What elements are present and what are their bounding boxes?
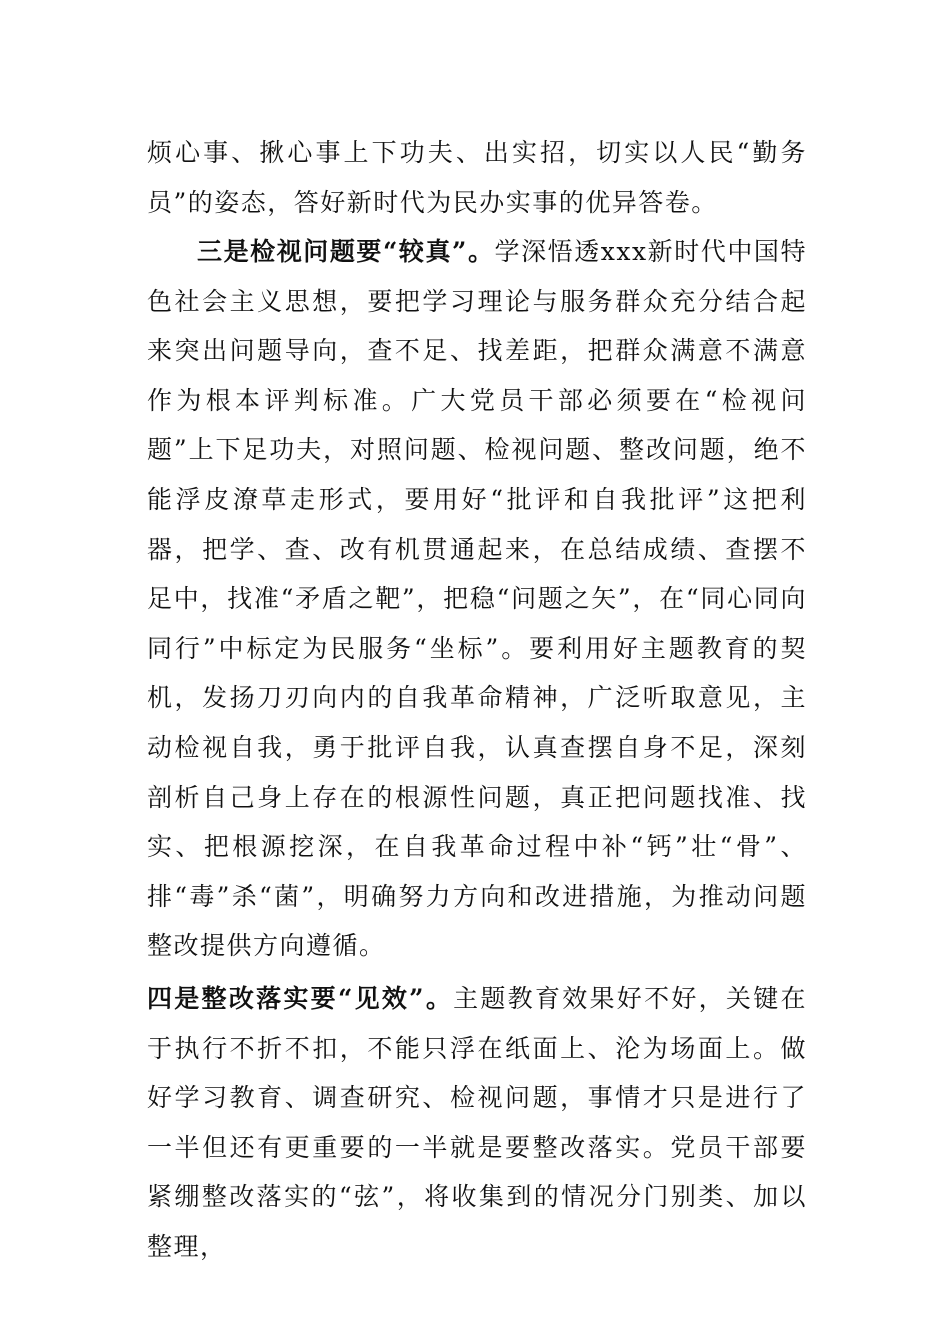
paragraph-continuation xyxy=(147,128,807,227)
paragraph-text: 学深悟透xxx新时代中国特色社会主义思想，要把学习理论与服务群众充分结合起来突出问题导向，查不足、找差距，把群众满意不满意作为根本评判标准。广大党员干部必须要在“检视问题”上下足功夫，对照问题、检视问题、整改问题，绝不能浮皮潦草走形式，要用好“批评和自我批评”这把利器，把学、查、改有机贯通起来，在总结成绩、查摆不足中，找准“矛盾之靶”，把稳“问题之矢”，在“同心同向同行”中标定为民服务“坐标”。要利用好主题教育的契机，发扬刀刃向内的自我革命精神，广泛听取意见，主动检视自我，勇于批评自我，认真查摆自身不足，深刻剖析自己身上存在的根源性问题，真正把问题找准、找实、把根源挖深，在自我革命过程中补“钙”壮“骨”、排“毒”杀“菌”，明确努力方向和改进措施，为推动问题整改提供方向遵循。 xyxy=(147,237,807,961)
paragraph-text: 烦心事、揪心事上下功夫、出实招，切实以人民“勤务员”的姿态，答好新时代为民办实事的优异答卷。 xyxy=(147,138,807,217)
paragraph-section-three xyxy=(147,227,807,971)
paragraph-section-four xyxy=(147,974,807,1272)
section-heading-three: 三是检视问题要“较真”。 xyxy=(197,237,495,266)
paragraph-text: 主题教育效果好不好，关键在于执行不折不扣，不能只浮在纸面上、沦为场面上。做好学习教育、调查研究、检视问题，事情才只是进行了一半但还有更重要的一半就是要整改落实。党员干部要紧绷整改落实的“弦”，将收集到的情况分门别类、加以整理， xyxy=(147,984,807,1261)
section-heading-four: 四是整改落实要“见效”。 xyxy=(147,984,454,1013)
